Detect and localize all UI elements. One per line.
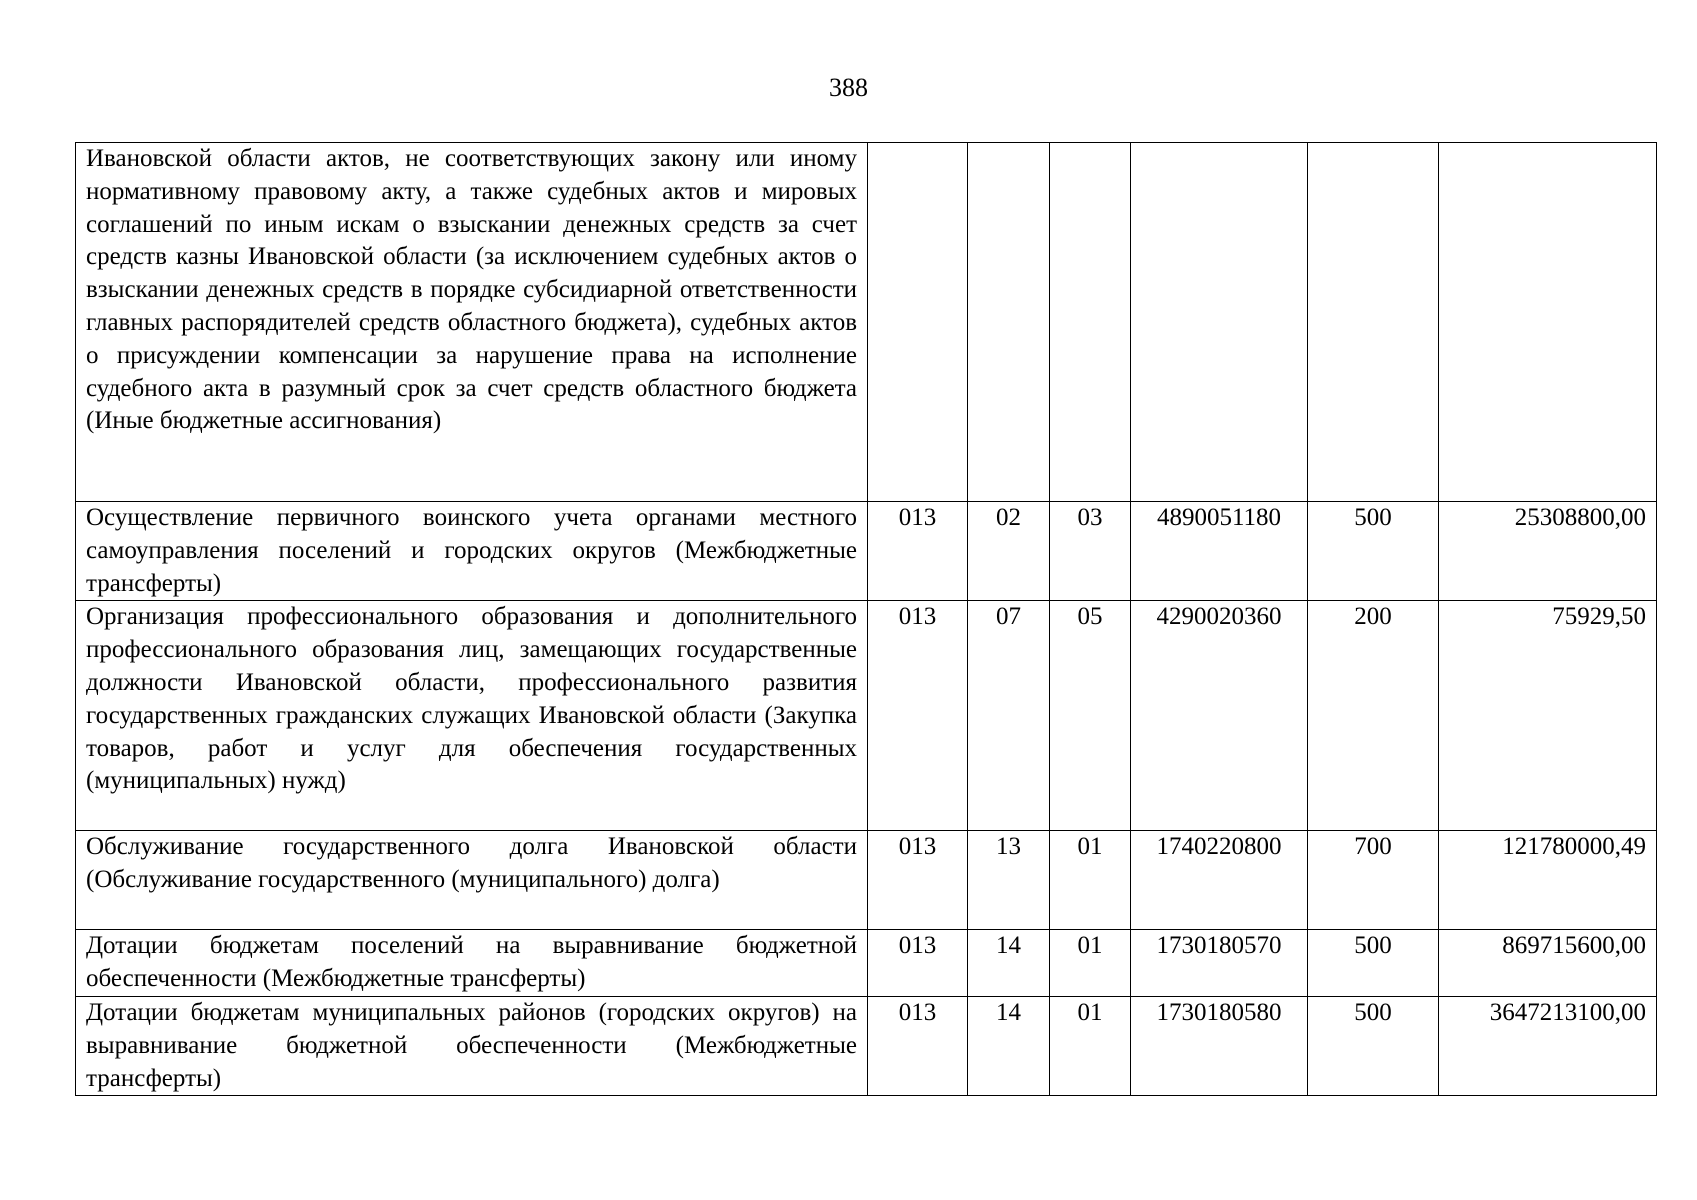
ministry-code-cell: 013 xyxy=(868,930,968,997)
section-code-cell: 02 xyxy=(968,502,1050,601)
subsection-code-cell: 05 xyxy=(1050,601,1131,831)
target-article-cell xyxy=(1131,143,1308,502)
amount-cell: 25308800,00 xyxy=(1439,502,1657,601)
subsection-code-cell: 01 xyxy=(1050,831,1131,930)
ministry-code-cell: 013 xyxy=(868,996,968,1095)
ministry-code-cell: 013 xyxy=(868,601,968,831)
ministry-code-cell: 013 xyxy=(868,831,968,930)
expense-type-cell: 500 xyxy=(1308,930,1439,997)
section-code-cell: 07 xyxy=(968,601,1050,831)
amount-cell: 75929,50 xyxy=(1439,601,1657,831)
description-cell: Ивановской области актов, не соответствующих закону или иному нормативному правовому акту, а также судебных актов и мировых соглашений по иным искам о взыскании денежных средств за счет средств казны Ивановской области (за исключением судебных актов о взыскании денежных средств в порядке субсидиарной ответственности главных распорядителей средств областного бюджета), судебных актов о присуждении компенсации за нарушение права на исполнение судебного акта в разумный срок за счет средств областного бюджета (Иные бюджетные ассигнования) xyxy=(76,143,868,502)
description-cell: Осуществление первичного воинского учета органами местного самоуправления поселений и городских округов (Межбюджетные трансферты) xyxy=(76,502,868,601)
section-code-cell: 13 xyxy=(968,831,1050,930)
table-row xyxy=(76,831,1657,930)
table-row xyxy=(76,143,1657,502)
target-article-cell: 4290020360 xyxy=(1131,601,1308,831)
section-code-cell: 14 xyxy=(968,930,1050,997)
amount-cell: 121780000,49 xyxy=(1439,831,1657,930)
target-article-cell: 1740220800 xyxy=(1131,831,1308,930)
target-article-cell: 1730180580 xyxy=(1131,996,1308,1095)
table-row xyxy=(76,930,1657,997)
subsection-code-cell xyxy=(1050,143,1131,502)
subsection-code-cell: 01 xyxy=(1050,996,1131,1095)
expense-type-cell: 500 xyxy=(1308,996,1439,1095)
subsection-code-cell: 01 xyxy=(1050,930,1131,997)
table-row xyxy=(76,502,1657,601)
table-row xyxy=(76,601,1657,831)
expense-type-cell: 500 xyxy=(1308,502,1439,601)
description-cell: Организация профессионального образования и дополнительного профессионального образования лиц, замещающих государственные должности Ивановской области, профессионального развития государственных гражданских служащих Ивановской области (Закупка товаров, работ и услуг для обеспечения государственных (муниципальных) нужд) xyxy=(76,601,868,831)
target-article-cell: 1730180570 xyxy=(1131,930,1308,997)
expense-type-cell xyxy=(1308,143,1439,502)
ministry-code-cell xyxy=(868,143,968,502)
budget-table xyxy=(75,142,1657,1096)
description-cell: Дотации бюджетам поселений на выравнивание бюджетной обеспеченности (Межбюджетные трансферты) xyxy=(76,930,868,997)
expense-type-cell: 700 xyxy=(1308,831,1439,930)
subsection-code-cell: 03 xyxy=(1050,502,1131,601)
table-row xyxy=(76,996,1657,1095)
amount-cell: 869715600,00 xyxy=(1439,930,1657,997)
amount-cell xyxy=(1439,143,1657,502)
expense-type-cell: 200 xyxy=(1308,601,1439,831)
section-code-cell: 14 xyxy=(968,996,1050,1095)
description-cell: Обслуживание государственного долга Ивановской области (Обслуживание государственного (муниципального) долга) xyxy=(76,831,868,930)
page-number: 388 xyxy=(829,73,868,102)
description-cell: Дотации бюджетам муниципальных районов (городских округов) на выравнивание бюджетной обеспеченности (Межбюджетные трансферты) xyxy=(76,996,868,1095)
amount-cell: 3647213100,00 xyxy=(1439,996,1657,1095)
target-article-cell: 4890051180 xyxy=(1131,502,1308,601)
ministry-code-cell: 013 xyxy=(868,502,968,601)
section-code-cell xyxy=(968,143,1050,502)
